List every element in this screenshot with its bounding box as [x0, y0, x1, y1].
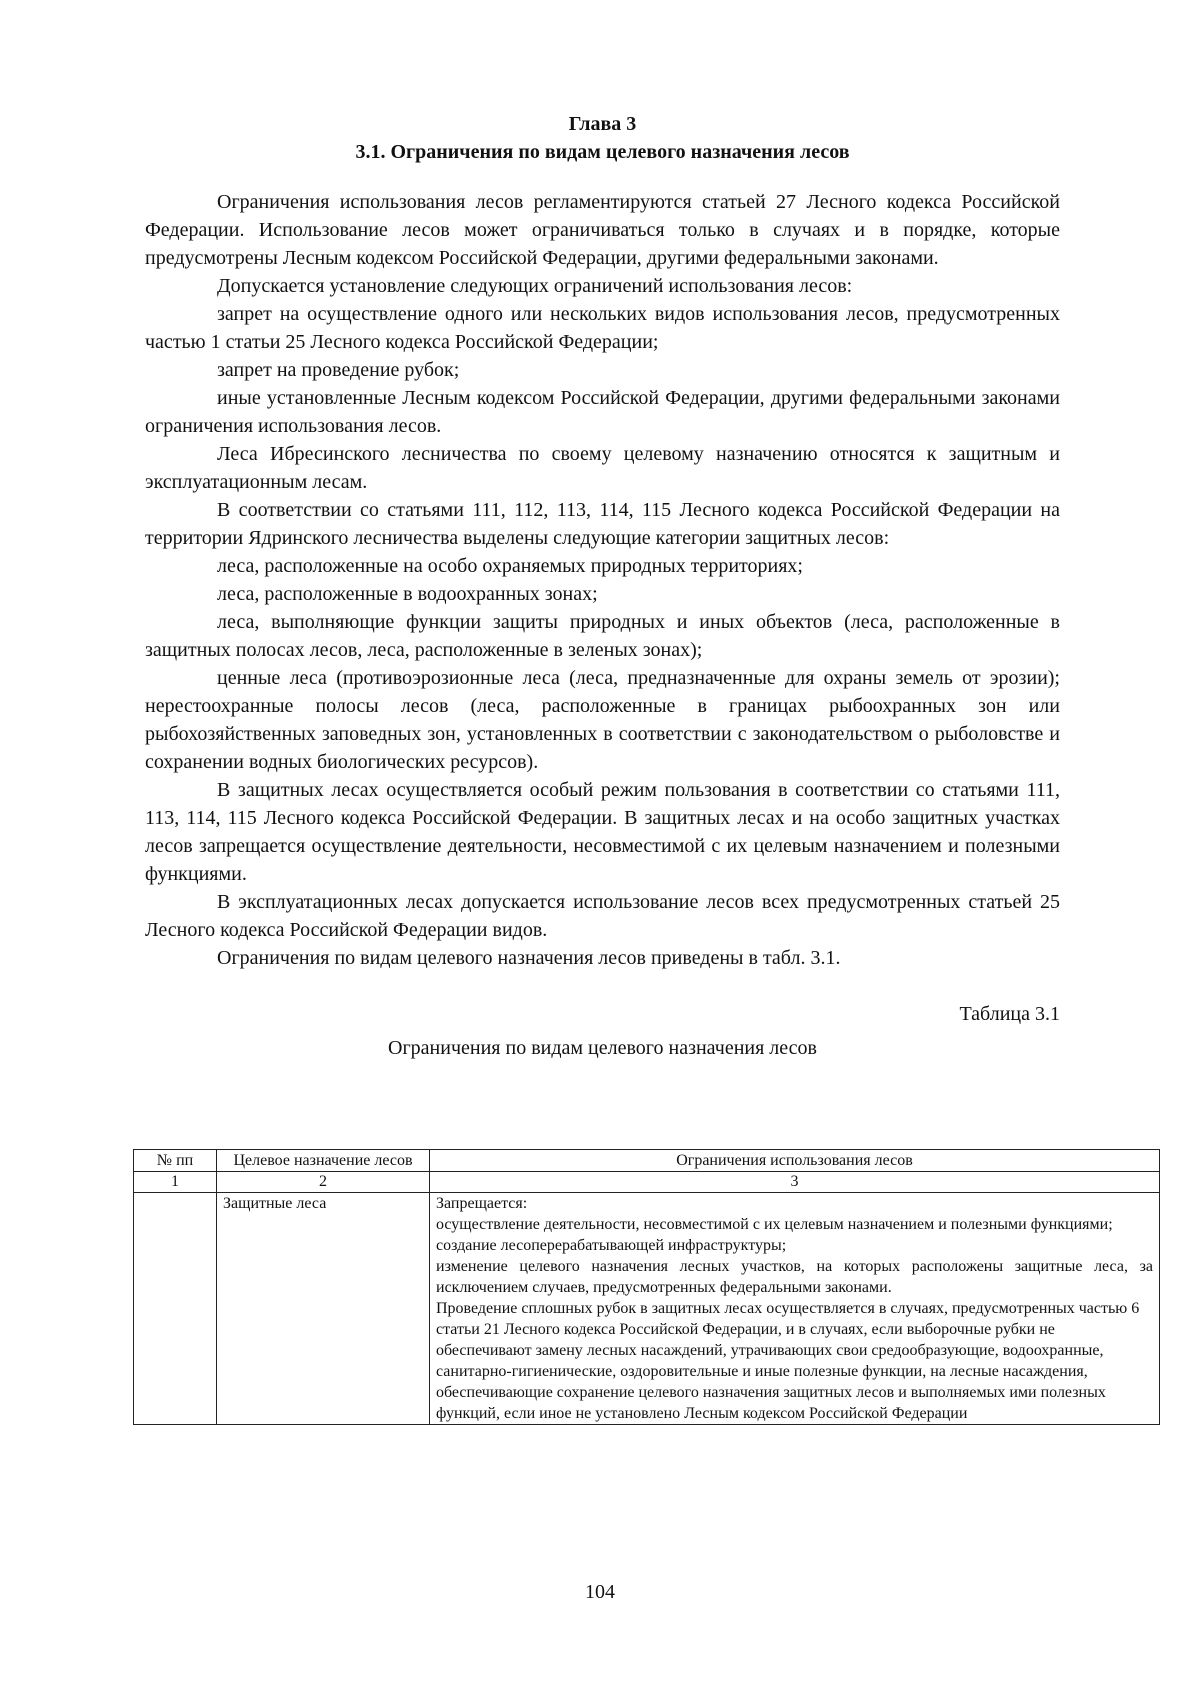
paragraph: Ограничения по видам целевого назначения лесов приведены в табл. 3.1. [217, 947, 841, 969]
paragraph: леса, расположенные на особо охраняемых природных территориях; [217, 555, 803, 577]
column-number: 3 [430, 1172, 1160, 1193]
paragraph: Леса Ибресинского лесничества по своему целевому назначению относятся к защитным и эксплуатационным лесам. [145, 443, 1060, 493]
column-number: 2 [217, 1172, 430, 1193]
section-title: 3.1. Ограничения по видам целевого назначения лесов [355, 141, 850, 163]
column-number: 1 [134, 1172, 217, 1193]
table-caption: Ограничения по видам целевого назначения лесов [388, 1037, 817, 1059]
chapter-heading: Глава 3 [568, 113, 637, 135]
body-text [145, 188, 1060, 972]
paragraph: В соответствии со статьями 111, 112, 113, 114, 115 Лесного кодекса Российской Федерации на территории Ядринского лесничества выделены следующие категории защитных лесов: [145, 499, 1060, 549]
document-page [145, 110, 1060, 1082]
paragraph: запрет на осуществление одного или нескольких видов использования лесов, предусмотренных частью 1 статьи 25 Лесного кодекса Российской Федерации; [145, 303, 1060, 353]
paragraph: В защитных лесах осуществляется особый режим пользования в соответствии со статьями 111, 113, 114, 115 Лесного кодекса Российской Федерации. В защитных лесах и на особо защитных участках лесов запрещается осуществление деятельности, несовместимой с их целевым назначением и полезными функциями. [145, 779, 1060, 885]
paragraph: Допускается установление следующих ограничений использования лесов: [217, 275, 853, 297]
paragraph: леса, выполняющие функции защиты природных и иных объектов (леса, расположенные в защитных полосах лесов, леса, расположенные в зеленых зонах); [145, 611, 1060, 661]
paragraph: В эксплуатационных лесах допускается использование лесов всех предусмотренных статьей 25 Лесного кодекса Российской Федерации видов. [145, 891, 1060, 941]
header-number: № пп [134, 1150, 217, 1172]
restriction-line: создание лесоперерабатывающей инфраструктуры; [436, 1237, 787, 1254]
row-restrictions-cell [430, 1193, 1160, 1425]
row-purpose-cell: Защитные леса [217, 1193, 430, 1425]
paragraph: леса, расположенные в водоохранных зонах; [217, 583, 598, 605]
restriction-line: Запрещается: [436, 1195, 528, 1212]
restriction-line: изменение целевого назначения лесных участков, на которых расположены защитные леса, за исключением случаев, предусмотренных федеральными законами. [436, 1258, 1153, 1296]
paragraph: Ограничения использования лесов регламентируются статьей 27 Лесного кодекса Российской Федерации. Использование лесов может ограничиваться только в случаях и в порядке, которые предусмотрены Лесным кодексом Российской Федерации, другими федеральными законами. [145, 191, 1060, 269]
table-header-row [134, 1150, 1160, 1172]
paragraph: ценные леса (противоэрозионные леса (леса, предназначенные для охраны земель от эрозии); нерестоохранные полосы лесов (леса, расположенные в границах рыбоохранных зон или рыбохозяйственных заповедных зон, установленных в соответствии с законодательством о рыболовстве и сохранении водных биологических ресурсов). [145, 667, 1060, 773]
row-number-cell [134, 1193, 217, 1425]
restriction-line: Проведение сплошных рубок в защитных лесах осуществляется в случаях, предусмотренных частью 6 статьи 21 Лесного кодекса Российской Федерации, и в случаях, если выборочные рубки не обеспечивают замену лесных насаждений, утрачивающих свои средообразующие, водоохранные, санитарно-гигиенические, оздоровительные и иные полезные функции, на лесные насаждения, обеспечивающие сохранение целевого назначения защитных лесов и выполняемых ими полезных функций, если иное не установлено Лесным кодексом Российской Федерации [436, 1300, 1140, 1422]
table-label: Таблица 3.1 [959, 1003, 1060, 1025]
paragraph: запрет на проведение рубок; [217, 359, 460, 381]
header-purpose: Целевое назначение лесов [217, 1150, 430, 1172]
table-row [134, 1193, 1160, 1425]
restrictions-table [133, 1149, 1160, 1425]
restriction-line: осуществление деятельности, несовместимой с их целевым назначением и полезными функциями; [436, 1216, 1113, 1233]
column-number-row [134, 1172, 1160, 1193]
paragraph: иные установленные Лесным кодексом Российской Федерации, другими федеральными законами ограничения использования лесов. [145, 387, 1060, 437]
page-number: 104 [585, 1581, 615, 1603]
header-restrictions: Ограничения использования лесов [430, 1150, 1160, 1172]
